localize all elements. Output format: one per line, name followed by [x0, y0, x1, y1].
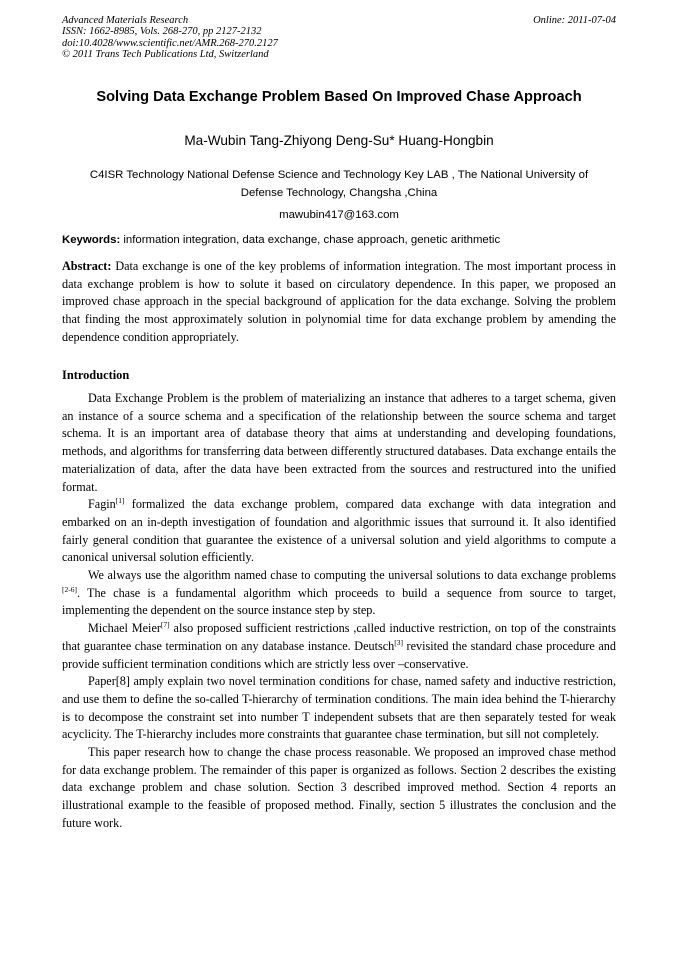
paper-authors: Ma-Wubin Tang-Zhiyong Deng-Su* Huang-Hongbin — [184, 133, 494, 148]
abstract — [62, 258, 616, 347]
journal-header — [62, 15, 616, 60]
p3-text-a: We always use the algorithm named chase to computing the universal solutions to data exchange problems — [88, 568, 616, 583]
keywords-label: Keywords: — [62, 234, 121, 246]
intro-paragraph-3 — [62, 567, 616, 620]
abstract-text: Data exchange is one of the key problems of information integration. The most important process in data exchange problem is how to solute it based on circulatory dependence. In this paper, we proposed an improved chase approach in the special background of application for the data exchange. Solving the problem that finding the most approximately solution in polynomial time for data exchange problem by amending the dependence condition appropriately. — [62, 259, 616, 344]
introduction-body — [62, 390, 616, 833]
keywords-text: information integration, data exchange, chase approach, genetic arithmetic — [120, 234, 501, 246]
p4-text-c: revisited the standard chase procedure and provide sufficient termination conditions which are strictly less over –conservative. — [62, 638, 616, 671]
intro-paragraph-4 — [62, 620, 616, 673]
keywords — [62, 234, 616, 246]
intro-paragraph-5: Paper[8] amply explain two novel termination conditions for chase, named safety and inductive restriction, and use them to define the so-called T-hierarchy of termination conditions. The main idea behind the T-hierarchy is to decompose the constraint set into number T independent subsets that are then separately tested for weak acyclicity. The T-hierarchy includes more constraints that guarantee chase termination, but sill not completely. — [62, 674, 616, 742]
p4-text-b: also proposed sufficient restrictions ,called inductive restriction, on top of the constraints that guarantee chase termination on any database instance. Deutsch — [62, 621, 617, 653]
p2-text-a: Fagin — [88, 497, 116, 512]
paper-title: Solving Data Exchange Problem Based On Improved Chase Approach — [96, 89, 582, 105]
intro-paragraph-1: Data Exchange Problem is the problem of materializing an instance that adheres to a target schema, given an instance of a source schema and a specification of the relationship between the source schema and target schema. It is an important area of database theory that aims at understanding and developing foundations, methods, and algorithms for transferring data between differently structured databases. Data exchange entails the materialization of data, after the data have been extracted from the sources and restructured into the unified format. — [62, 391, 616, 494]
journal-copyright: © 2011 Trans Tech Publications Ltd, Switzerland — [62, 48, 269, 60]
abstract-label: Abstract: — [62, 259, 112, 273]
p3-text-b: . The chase is a fundamental algorithm which proceeds to build a sequence from source to target, implementing the dependent on the source instance step by step. — [62, 585, 616, 618]
p2-text-b: formalized the data exchange problem, compared data exchange with data integration and embarked on an in-depth investigation of foundation and algorithmic issues that surround it. It also identified fairly general condition that guarantee the existence of a universal solution and yield algorithms to compute a canonical universal solution efficiently. — [62, 497, 616, 565]
citation-7: [7] — [160, 620, 170, 630]
section-heading-introduction: Introduction — [62, 368, 130, 382]
online-date: Online: 2011-07-04 — [533, 15, 616, 26]
citation-3: [3] — [394, 637, 403, 647]
intro-paragraph-6: This paper research how to change the chase process reasonable. We proposed an improved chase method for data exchange problem. The remainder of this paper is organized as follows. Section 2 describes the existing data exchange problem and chase solution. Section 3 described improved method. Section 4 reports an illustrational example to the feasible of proposed method. Finally, section 5 illustrates the conclusion and the future work. — [62, 745, 616, 830]
journal-issn: ISSN: 1662-8985, Vols. 268-270, pp 2127-2132 — [62, 26, 262, 38]
citation-1: [1] — [115, 496, 125, 506]
author-email: mawubin417@163.com — [279, 209, 399, 221]
affiliation-line-2: Defense Technology, Changsha ,China — [240, 187, 438, 199]
affiliation-line-1: C4ISR Technology National Defense Science and Technology Key LAB , The National University of — [89, 169, 589, 181]
journal-doi: doi:10.4028/www.scientific.net/AMR.268-270.2127 — [62, 37, 278, 49]
citation-2-6: [2-6] — [62, 584, 77, 594]
affiliation — [62, 166, 616, 202]
p4-text-a: Michael Meier — [88, 621, 161, 636]
intro-paragraph-2 — [62, 496, 616, 567]
journal-name: Advanced Materials Research — [62, 15, 189, 26]
